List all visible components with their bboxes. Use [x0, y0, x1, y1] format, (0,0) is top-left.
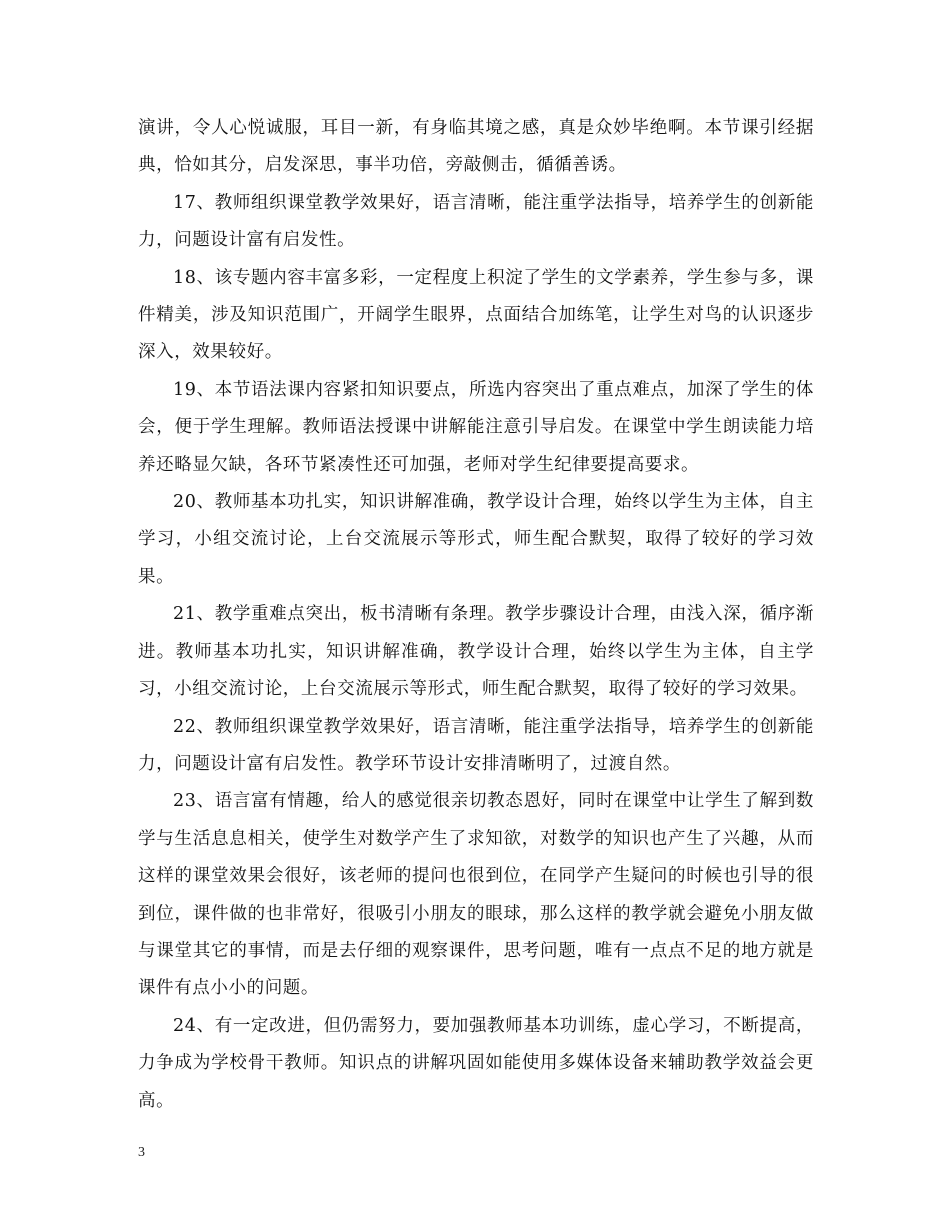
paragraph-23: 23、语言富有情趣，给人的感觉很亲切教态恩好，同时在课堂中让学生了解到数学与生活息息相关，使学生对数学产生了求知欲，对数学的知识也产生了兴趣，从而这样的课堂效果会很好，该老师的提问也很到位，在同学产生疑问的时候也引导的很到位，课件做的也非常好，很吸引小朋友的眼球，那么这样的教学就会避免小朋友做与课堂其它的事情，而是去仔细的观察课件，思考问题，唯有一点点不足的地方就是课件有点小小的问题。 [138, 791, 814, 999]
page-number: 3 [138, 1145, 145, 1160]
paragraph-17: 17、教师组织课堂教学效果好，语言清晰，能注重学法指导，培养学生的创新能力，问题设计富有启发性。 [138, 192, 814, 251]
paragraph-24: 24、有一定改进，但仍需努力，要加强教师基本功训练，虚心学习，不断提高，力争成为学校骨干教师。知识点的讲解巩固如能使用多媒体设备来辅助教学效益会更高。 [138, 1015, 814, 1111]
paragraph-continued: 演讲，令人心悦诚服，耳目一新，有身临其境之感，真是众妙毕绝啊。本节课引经据典，恰如其分，启发深思，事半功倍，旁敲侧击，循循善诱。 [138, 118, 814, 176]
paragraph-20: 20、教师基本功扎实，知识讲解准确，教学设计合理，始终以学生为主体，自主学习，小组交流讨论，上台交流展示等形式，师生配合默契，取得了较好的学习效果。 [138, 492, 814, 587]
document-body [138, 110, 814, 1120]
paragraph-19: 19、本节语法课内容紧扣知识要点，所选内容突出了重点难点，加深了学生的体会，便于学生理解。教师语法授课中讲解能注意引导启发。在课堂中学生朗读能力培养还略显欠缺，各环节紧凑性还可加强，老师对学生纪律要提高要求。 [138, 379, 814, 475]
paragraph-18: 18、该专题内容丰富多彩，一定程度上积淀了学生的文学素养，学生参与多，课件精美，涉及知识范围广，开阔学生眼界，点面结合加练笔，让学生对鸟的认识逐步深入，效果较好。 [138, 267, 814, 363]
paragraph-21: 21、教学重难点突出，板书清晰有条理。教学步骤设计合理，由浅入深，循序渐进。教师基本功扎实，知识讲解准确，教学设计合理，始终以学生为主体，自主学习，小组交流讨论，上台交流展示等形式，师生配合默契，取得了较好的学习效果。 [138, 604, 814, 700]
paragraph-22: 22、教师组织课堂教学效果好，语言清晰，能注重学法指导，培养学生的创新能力，问题设计富有启发性。教学环节设计安排清晰明了，过渡自然。 [138, 716, 814, 774]
